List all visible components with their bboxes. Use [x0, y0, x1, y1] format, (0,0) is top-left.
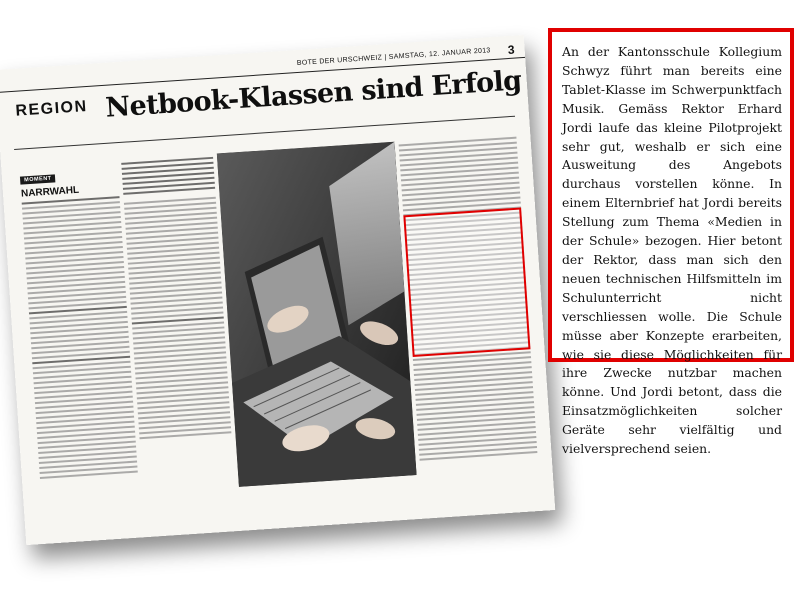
- highlight-box: [403, 208, 530, 358]
- quote-box: [548, 28, 794, 457]
- lead-text: [121, 157, 231, 439]
- article-photo: [217, 142, 417, 487]
- column-text: [22, 196, 138, 479]
- column-tag: MOMENT: [20, 174, 56, 184]
- left-column: [19, 160, 138, 482]
- lead-column: [121, 154, 232, 442]
- newspaper-clipping: [0, 35, 555, 545]
- section-label: REGION: [15, 98, 89, 120]
- column-title: NARRWAHL: [20, 184, 80, 200]
- newspaper-name-date: BOTE DER URSCHWEIZ | SAMSTAG, 12. JANUAR 2013: [296, 47, 491, 68]
- page-number: 3: [507, 42, 516, 58]
- article-headline: Netbook-Klassen sind Erfolg: [104, 65, 523, 124]
- newspaper-page: [0, 35, 555, 545]
- quote-text: An der Kantonsschule Kollegium Schwyz führt man bereits eine Tablet-Klasse im Schwerpunktfach Musik. Gemäss Rektor Erhard Jordi laufe das kleine Pilotprojekt sehr gut, weshalb er sich eine Ausweitung des Angebots durchaus vorstellen könne. In einem Elternbrief hat Jordi bereits Stellung zum Thema «Medien in der Schule» bezogen. Hier betont der Rektor, dass man sich den neuen technischen Hilfsmitteln im Schulunterricht nicht verschliessen wolle. Die Schule müsse aber Konzepte erarbeiten, wie sie diese Möglichkeiten für ihre Zwecke nutzbar machen könne. Und Jordi betont, dass die Einsatzmöglichkeiten solcher Geräte sehr vielfältig und vielversprechend seien.: [562, 44, 782, 457]
- laptop-photo-graphic: [217, 142, 417, 487]
